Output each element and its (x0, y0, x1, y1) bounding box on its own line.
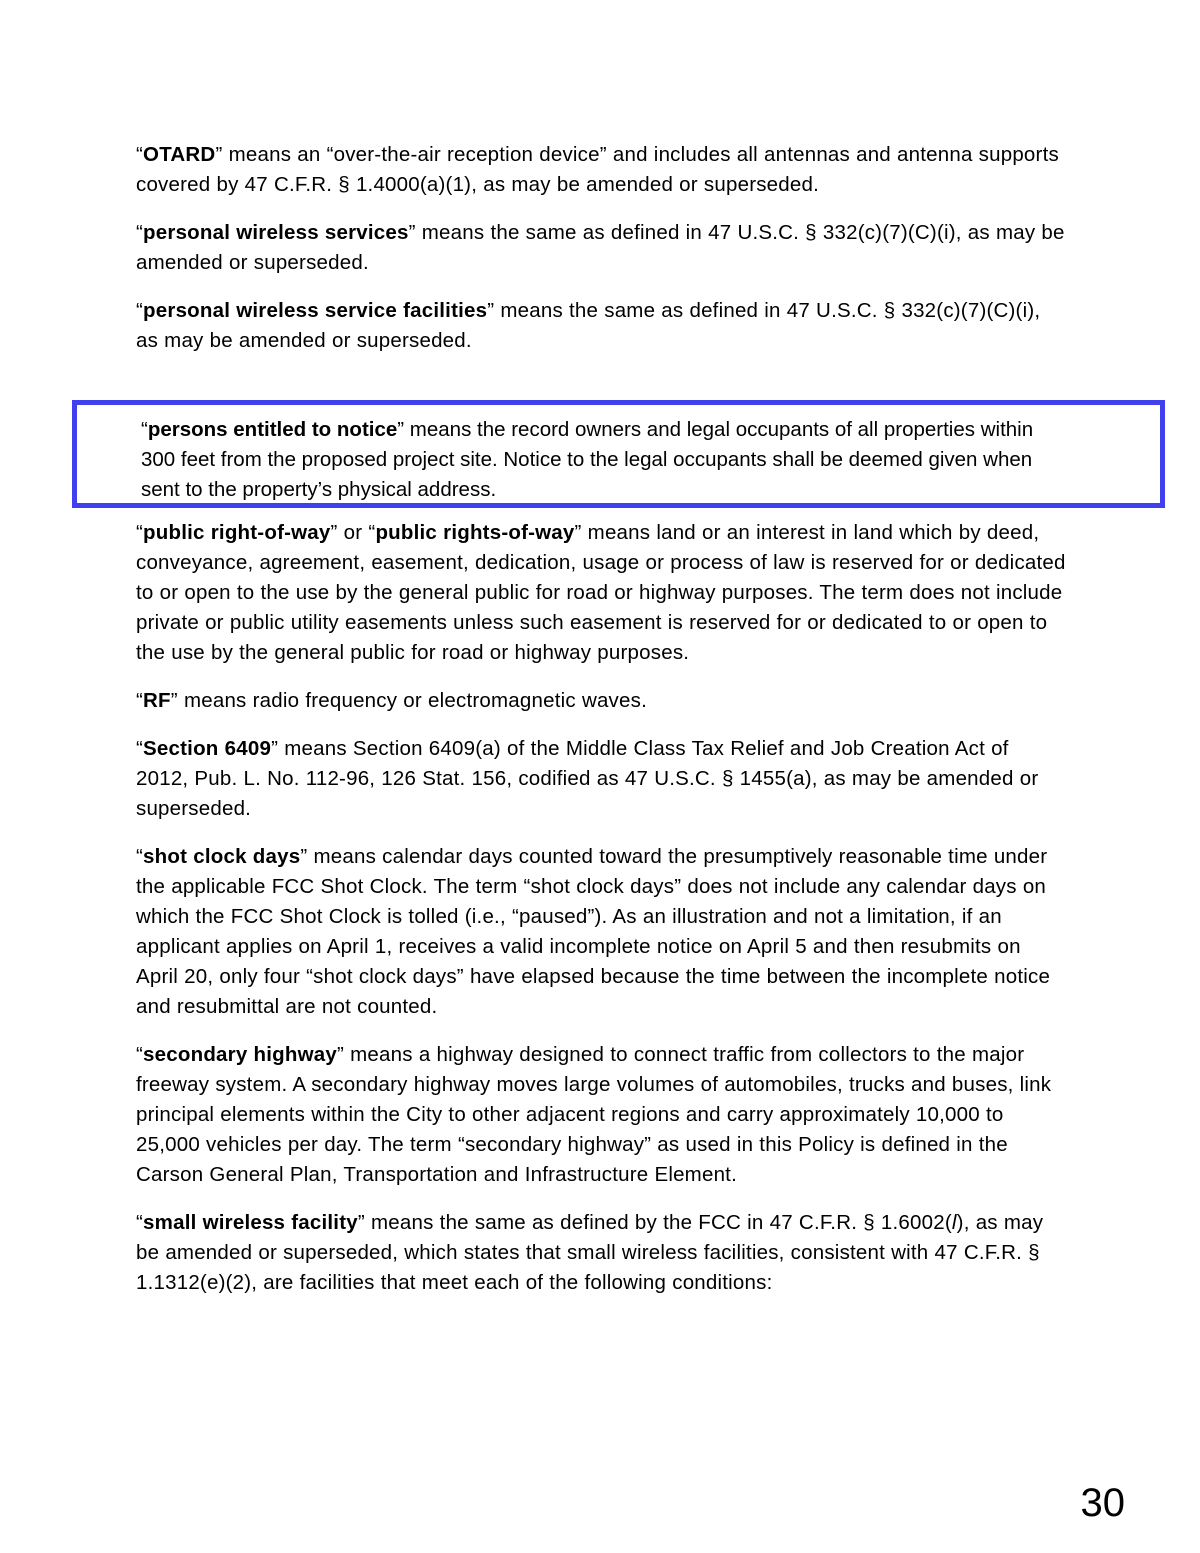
definition-body-personal-wireless-service-facilities: means the same as defined in 47 U.S.C. § 332(c)(7)(C)(i), as may be amended or superseded. (136, 299, 1041, 352)
definition-term-small-wireless-facility: small wireless facility (143, 1211, 358, 1234)
definition-term-public-right-of-way: public right-of-way (143, 521, 331, 544)
definitions-block-lower (136, 518, 1066, 1298)
definition-quote-open: “ (136, 221, 144, 244)
definition-quote-close: ” (271, 737, 279, 760)
definition-body-secondary-highway: means a highway designed to connect traffic from collectors to the major freeway system. A secondary highway moves large volumes of automobiles, trucks and buses, link principal elements within the City to other adjacent regions and carry approximately 10,000 to 25,000 vehicles per day. The term “secondary highway” as used in this Policy is defined in the Carson General Plan, Transportation and Infrastructure Element. (136, 1043, 1052, 1186)
definition-term-personal-wireless-services: personal wireless services (143, 221, 409, 244)
definition-quote-open: “ (136, 737, 144, 760)
highlighted-definition-box (72, 400, 1165, 508)
highlighted-definition-text (141, 415, 1071, 505)
definition-body-otard: means an “over-the-air reception device” and includes all antennas and antenna supports covered by 47 C.F.R. § 1.4000(a)(1), as may be amended or superseded. (136, 143, 1059, 196)
definition-body-public-right-of-way: means land or an interest in land which by deed, conveyance, agreement, easement, dedication, usage or process of law is reserved for or dedicated to or open to the use by the general public for road or highway purposes. The term does not include private or public utility easements unless such easement is reserved for or dedicated to or open to the use by the general public for road or highway purposes. (136, 521, 1066, 664)
definition-personal-wireless-service-facilities (136, 296, 1066, 356)
definition-body-persons-entitled-to-notice: means the record owners and legal occupants of all properties within 300 feet from the proposed project site. Notice to the legal occupants shall be deemed given when sent to the property’s physical address. (141, 418, 1034, 501)
definition-quote-close: ” (337, 1043, 345, 1066)
definition-personal-wireless-services (136, 218, 1066, 278)
definition-quote-close: ” (408, 221, 416, 244)
definition-quote-open: “ (136, 1043, 144, 1066)
definition-term-persons-entitled-to-notice: persons entitled to notice (147, 418, 398, 441)
definition-quote-close: ” (170, 689, 178, 712)
definition-section-6409 (136, 734, 1066, 824)
definition-term-rf: RF (143, 689, 171, 712)
definition-quote-close: ” (215, 143, 223, 166)
definition-term-otard: OTARD (143, 143, 216, 166)
definition-body-personal-wireless-services: means the same as defined in 47 U.S.C. § 332(c)(7)(C)(i), as may be amended or superseded. (136, 221, 1065, 274)
definition-quote-open: “ (136, 521, 144, 544)
definition-term-secondary-highway: secondary highway (143, 1043, 337, 1066)
definition-quote-open: “ (136, 689, 144, 712)
definition-secondary-highway (136, 1040, 1066, 1190)
definition-otard (136, 140, 1066, 200)
definition-quote-close: ” (330, 521, 338, 544)
definition-term-personal-wireless-service-facilities: personal wireless service facilities (143, 299, 488, 322)
definition-quote-open: “ (368, 521, 376, 544)
definition-body-section-6409: means Section 6409(a) of the Middle Class Tax Relief and Job Creation Act of 2012, Pub. L. No. 112-96, 126 Stat. 156, codified as 47 U.S.C. § 1455(a), as may be amended or superseded. (136, 737, 1039, 820)
definition-small-wireless-facility (136, 1208, 1066, 1298)
definition-body-rf: means radio frequency or electromagnetic waves. (177, 689, 647, 712)
definition-quote-open: “ (136, 299, 144, 322)
definitions-block-upper (136, 140, 1066, 356)
definition-quote-close: ” (574, 521, 582, 544)
definition-quote-open: “ (136, 143, 144, 166)
definition-public-right-of-way (136, 518, 1066, 668)
definition-rf (136, 686, 1066, 716)
definition-quote-close: ” (357, 1211, 365, 1234)
definition-body-shot-clock-days: means calendar days counted toward the presumptively reasonable time under the applicable FCC Shot Clock. The term “shot clock days” does not include any calendar days on which the FCC Shot Clock is tolled (i.e., “paused”). As an illustration and not a limitation, if an applicant applies on April 1, receives a valid incomplete notice on April 5 and then resubmits on April 20, only four “shot clock days” have elapsed because the time between the incomplete notice and resubmittal are not counted. (136, 845, 1051, 1018)
definition-quote-open: “ (136, 845, 144, 868)
definition-quote-open: “ (136, 1211, 144, 1234)
definition-term-section-6409: Section 6409 (143, 737, 272, 760)
definition-body-small-wireless-facility-part1: means the same as defined by the FCC in 47 C.F.R. § 1.6002( (364, 1211, 952, 1234)
definition-shot-clock-days (136, 842, 1066, 1022)
definition-quote-close: ” (487, 299, 495, 322)
definition-quote-close: ” (397, 418, 405, 441)
definition-term-public-rights-of-way: public rights-of-way (375, 521, 575, 544)
page-number: 30 (1080, 1481, 1125, 1525)
definition-body-small-wireless-facility-part2: ), as may be amended or superseded, which states that small wireless facilities, consistent with 47 C.F.R. § 1.1312(e)(2), are facilities that meet each of the following conditions: (136, 1211, 1044, 1294)
definition-quote-close: ” (300, 845, 308, 868)
italic-letter-l: l (951, 1211, 957, 1234)
definition-conjunction: or (337, 521, 369, 544)
definition-term-shot-clock-days: shot clock days (143, 845, 301, 868)
definition-quote-open: “ (141, 418, 148, 441)
